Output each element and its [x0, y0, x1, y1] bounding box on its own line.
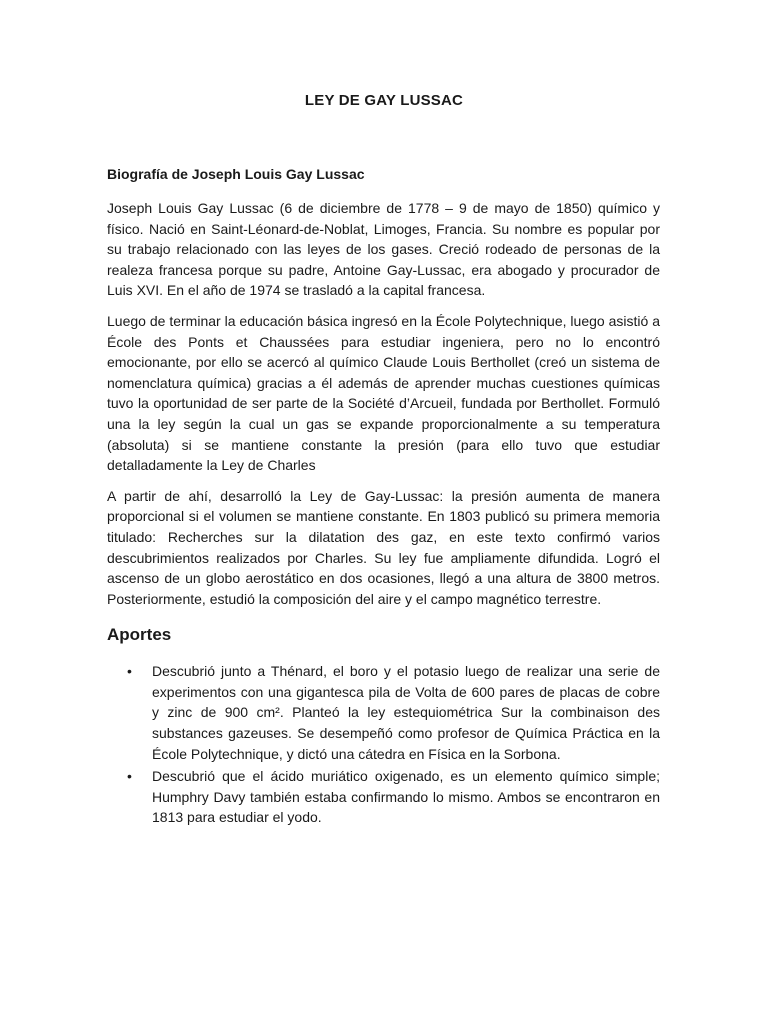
list-item-text: Descubrió junto a Thénard, el boro y el potasio luego de realizar una serie de experimentos con una gigantesca pila de Volta de 600 pares de placas de cobre y zinc de 900 cm². Planteó la ley estequiométrica Sur la combinaison des substances gazeuses. Se desempeñó como profesor de Química Práctica en la École Polytechnique, y dictó una cátedra en Física en la Sorbona.	[152, 663, 660, 762]
section-heading-aportes: Aportes	[107, 625, 172, 645]
biography-subtitle: Biografía de Joseph Louis Gay Lussac	[107, 166, 365, 182]
paragraph-law: A partir de ahí, desarrolló la Ley de Gay-Lussac: la presión aumenta de manera proporcional si el volumen se mantiene constante. En 1803 publicó su primera memoria titulado: Recherches sur la dilatation des gaz, en este texto confirmó varios descubrimientos realizados por Charles. Su ley fue ampliamente difundida. Logró el ascenso de un globo aerostático en dos ocasiones, llegó a una altura de 3800 metros. Posteriormente, estudió la composición del aire y el campo magnético terrestre.	[107, 487, 660, 607]
bullet-icon: •	[127, 663, 132, 680]
paragraph-education: Luego de terminar la educación básica ingresó en la École Polytechnique, luego asistió a École des Ponts et Chaussées para estudiar ingeniera, pero no lo encontró emocionante, por ello se acercó al químico Claude Louis Berthollet (creó un sistema de nomenclatura química) gracias a él además de aprender muchas cuestiones químicas tuvo la oportunidad de ser parte de la Société d’Arcueil, fundada por Berthollet. Formuló una la ley según la cual un gas se expande proporcionalmente a su temperatura (absoluta) si se mantiene constante la presión (para ello tuvo que estudiar detalladamente la Ley de Charles	[107, 312, 660, 474]
page-title: LEY DE GAY LUSSAC	[304, 92, 464, 109]
list-item	[107, 661, 660, 764]
paragraph-intro: Joseph Louis Gay Lussac (6 de diciembre de 1778 – 9 de mayo de 1850) químico y físico. Nació en Saint-Léonard-de-Noblat, Limoges, Francia. Su nombre es popular por su trabajo relacionado con las leyes de los gases. Creció rodeado de personas de la realeza francesa porque su padre, Antoine Gay-Lussac, era abogado y procurador de Luis XVI. En el año de 1974 se trasladó a la capital francesa.	[107, 200, 660, 299]
document-body	[107, 164, 660, 830]
list-item-text: Descubrió que el ácido muriático oxigenado, es un elemento químico simple; Humphry Davy también estaba confirmando lo mismo. Ambos se encontraron en 1813 para estudiar el yodo.	[152, 768, 660, 826]
contributions-list	[107, 661, 660, 828]
bullet-icon: •	[127, 768, 132, 785]
list-item	[107, 766, 660, 828]
